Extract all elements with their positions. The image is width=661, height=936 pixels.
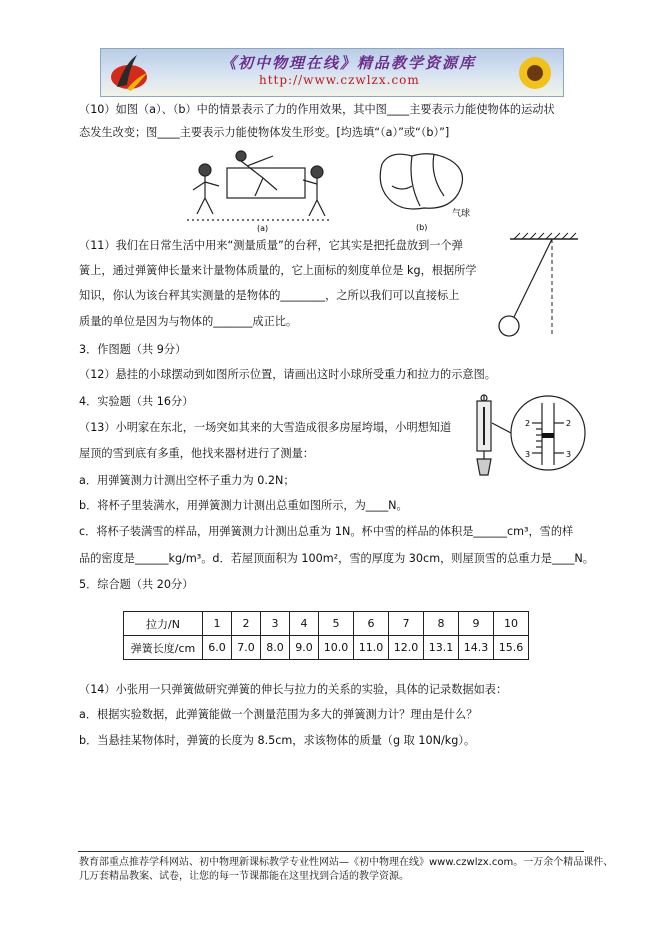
q10-line2: 态发生改变；图____主要表示力能使物体发生形变。[均选填“（a）”或“（b）”] bbox=[79, 126, 450, 139]
footer-line1: 教育部重点推荐学科网站、初中物理新课标教学专业性网站—《初中物理在线》www.czwlzx.com。一万余个精品课件、 bbox=[79, 857, 614, 868]
figure-a-pushing bbox=[183, 146, 333, 234]
table-header-length: 弹簧长度/cm bbox=[124, 636, 203, 660]
table-row-length bbox=[124, 636, 529, 660]
q14-intro: （14）小张用一只弹簧做研究弹簧的伸长与拉力的关系的实验，具体的记录数据如表： bbox=[79, 683, 508, 696]
q13-line2: 屋顶的雪到底有多重，他找来器材进行了测量： bbox=[79, 447, 314, 460]
figure-a-label: (a) bbox=[257, 224, 269, 233]
table-cell: 2 bbox=[232, 612, 261, 636]
section5-heading: 5．综合题（共 20分） bbox=[79, 578, 194, 591]
scale-mark-3-left: 3 bbox=[525, 450, 531, 459]
scale-mark-2-left: 2 bbox=[525, 419, 531, 428]
table-cell: 14.3 bbox=[459, 636, 494, 660]
table-cell: 4 bbox=[290, 612, 319, 636]
pendulum-figure bbox=[490, 231, 586, 343]
table-cell: 15.6 bbox=[494, 636, 529, 660]
banner-url[interactable]: http://www.czwlzx.com bbox=[259, 73, 420, 87]
q13-step-a: a．用弹簧测力计测出空杯子重力为 0.2N； bbox=[79, 474, 295, 487]
q11-line1: （11）我们在日常生活中用来“测量质量”的台秤，它其实是把托盘放到一个弹 bbox=[79, 239, 463, 252]
q11-line2: 簧上，通过弹簧伸长量来计量物体质量的，它上面标的刻度单位是 kg，根据所学 bbox=[79, 264, 477, 277]
q10-line1: （10）如图（a）、（b）中的情景表示了力的作用效果，其中图____主要表示力能使物体的运动状 bbox=[79, 103, 555, 116]
q11-line4: 质量的单位是因为与物体的_______成正比。 bbox=[79, 315, 298, 328]
scale-mark-3-right: 3 bbox=[566, 450, 572, 459]
scale-mark-2-right: 2 bbox=[566, 419, 572, 428]
table-cell: 10 bbox=[494, 612, 529, 636]
sunflower-icon bbox=[515, 53, 555, 93]
q13-step-c-line2: 品的密度是______kg/m³。d．若屋顶面积为 100m²，雪的厚度为 30cm，则屋顶雪的总重力是____N。 bbox=[79, 552, 594, 565]
q13-step-c-line1: c．将杯子装满雪的样品，用弹簧测力计测出总重为 1N。杯中雪的样品的体积是______cm³，雪的样 bbox=[79, 525, 574, 538]
q14-part-b: b．当悬挂某物体时，弹簧的长度为 8.5cm，求该物体的质量（g 取 10N/kg）。 bbox=[79, 734, 476, 747]
balloon-label: 气球 bbox=[452, 209, 471, 219]
table-cell: 9 bbox=[459, 612, 494, 636]
table-cell: 1 bbox=[203, 612, 232, 636]
q12-text: （12）悬挂的小球摆动到如图所示位置，请画出这时小球所受重力和拉力的示意图。 bbox=[79, 368, 496, 381]
banner-title: 《初中物理在线》精品教学资源库 bbox=[221, 54, 477, 72]
table-cell: 12.0 bbox=[389, 636, 424, 660]
figure-b-label: (b) bbox=[416, 223, 428, 232]
table-cell: 10.0 bbox=[319, 636, 354, 660]
table-cell: 8 bbox=[424, 612, 459, 636]
spring-scale-figure bbox=[470, 393, 590, 483]
table-header-force: 拉力/N bbox=[124, 612, 203, 636]
q13-step-b: b．将杯子里装满水，用弹簧测力计测出总重如图所示，为____N。 bbox=[79, 499, 408, 512]
spring-data-table bbox=[123, 611, 529, 660]
site-logo bbox=[107, 51, 149, 93]
footer-divider bbox=[78, 851, 584, 852]
table-cell: 6 bbox=[354, 612, 389, 636]
table-cell: 3 bbox=[261, 612, 290, 636]
section4-heading: 4．实验题（共 16分） bbox=[79, 395, 194, 408]
table-cell: 6.0 bbox=[203, 636, 232, 660]
section3-heading: 3．作图题（共 9分） bbox=[79, 343, 187, 356]
table-cell: 9.0 bbox=[290, 636, 319, 660]
table-cell: 7 bbox=[389, 612, 424, 636]
footer-line2: 几万套精品教案、试卷，让您的每一节课都能在这里找到合适的教学资源。 bbox=[79, 871, 409, 882]
q14-part-a: a．根据实验数据，此弹簧能做一个测量范围为多大的弹簧测力计？理由是什么？ bbox=[79, 708, 478, 721]
header-banner bbox=[100, 48, 564, 97]
q13-line1: （13）小明家在东北，一场突如其来的大雪造成很多房屋垮塌，小明想知道 bbox=[79, 421, 452, 434]
table-cell: 8.0 bbox=[261, 636, 290, 660]
table-cell: 13.1 bbox=[424, 636, 459, 660]
table-cell: 5 bbox=[319, 612, 354, 636]
table-cell: 11.0 bbox=[354, 636, 389, 660]
figure-b-balloon bbox=[372, 146, 484, 234]
q11-line3: 知识，你认为该台秤其实测量的是物体的________，之所以我们可以直接标上 bbox=[79, 289, 460, 302]
table-cell: 7.0 bbox=[232, 636, 261, 660]
table-row-force bbox=[124, 612, 529, 636]
